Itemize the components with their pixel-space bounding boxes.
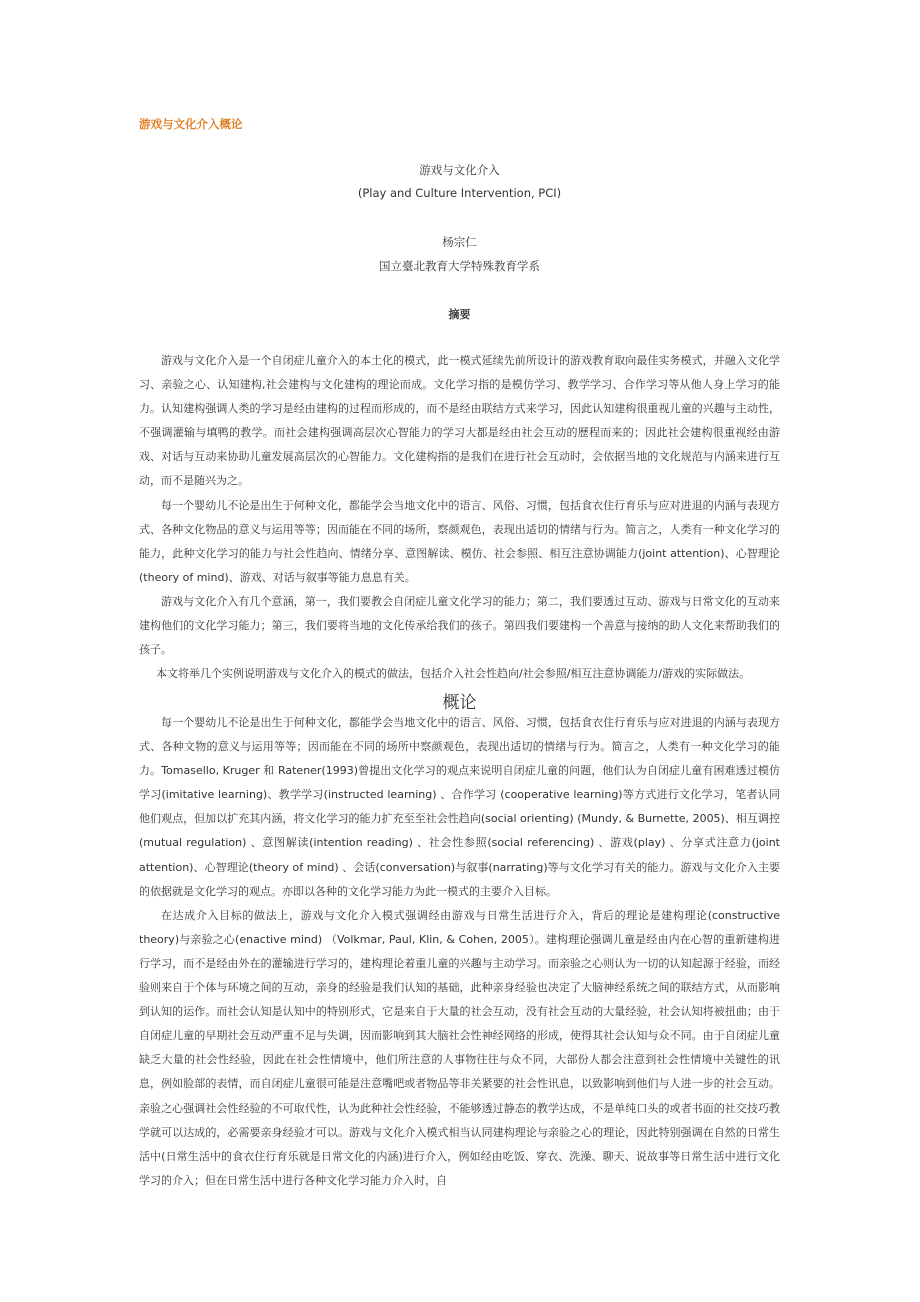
- title-english: (Play and Culture Intervention, PCI): [357, 186, 562, 200]
- abstract-paragraph-2: 每一个婴幼儿不论是出生于何种文化，都能学会当地文化中的语言、风俗、习惯，包括食衣住行育乐与应对进退的内涵与表现方式、各种文化物品的意义与运用等等；因而能在不同的场所，察颜观色，表现出适切的情绪与行为。简言之，人类有一种文化学习的能力，此种文化学习的能力与社会性趋向、情绪分享、意图解读、模仿、社会参照、相互注意协调能力(joint attention)、心智理论(theory of mind)、游戏、对话与叙事等能力息息有关。: [139, 498, 780, 584]
- section-body: [139, 711, 780, 1193]
- section-paragraph-1: 每一个婴幼儿不论是出生于何种文化，都能学会当地文化中的语言、风俗、习惯，包括食衣住行育乐与应对进退的内涵与表现方式、各种文物的意义与运用等等；因而能在不同的场所中察颜观色，表现出适切的情绪与行为。简言之，人类有一种文化学习的能力。Tomasello, Kruger 和 Ratener(1993)曾提出文化学习的观点来说明自闭症儿童的问题，他们认为自闭症儿童有困难透过模仿学习(imitative learning)、教学学习(instructed learning) 、合作学习 (cooperative learning)等方式进行文化学习，笔者认同他们观点，但加以扩充其内涵，将文化学习的能力扩充至至社会性趋向(social orienting) (Mundy, & Burnette, 2005)、相互调控(mutual regulation) 、意图解读(intention reading) 、社会性参照(social referencing) 、游戏(play) 、分享式注意力(joint attention)、心智理论(theory of mind) 、会话(conversation)与叙事(narrating)等与文化学习有关的能力。游戏与文化介入主要的依据就是文化学习的观点。亦即以各种的文化学习能力为此一模式的主要介入目标。: [139, 716, 780, 898]
- section-paragraph-2: 在达成介入目标的做法上，游戏与文化介入模式强调经由游戏与日常生活进行介入，背后的理论是建构理论(constructive theory)与亲验之心(enactive mind) （Volkmar, Paul, Klin, & Cohen, 2005）。建构理论强调儿童是经由内在心智的重新建构进行学习，而不是经由外在的灌输进行学习的，建构理论着重儿童的兴趣与主动学习。而亲验之心则认为一切的认知起源于经验，而经验则来自于个体与环境之间的互动，亲身的经验是我们认知的基础，此种亲身经验也决定了大脑神经系统之间的联结方式，从而影响到认知的运作。而社会认知是认知中的特别形式，它是来自于大量的社会互动，没有社会互动的大量经验，社会认知将被扭曲；由于自闭症儿童的早期社会互动严重不足与失调，因而影响到其大脑社会性神经网络的形成，使得其社会认知与众不同。由于自闭症儿童缺乏大量的社会性经验，因此在社会性情境中，他们所注意的人事物往往与众不同，大部份人都会注意到社会性情境中关键性的讯息，例如脸部的表情，而自闭症儿童很可能是注意嘴吧或者物品等非关紧要的社会性讯息，以致影响到他们与人进一步的社会互动。亲验之心强调社会性经验的不可取代性，认为此种社会性经验，不能够透过静态的教学达成，不是单纯口头的或者书面的社交技巧教学就可以达成的，必需要亲身经验才可以。游戏与文化介入模式相当认同建构理论与亲验之心的理论，因此特别强调在自然的日常生活中(日常生活中的食衣住行育乐就是日常文化的内涵)进行介入，例如经由吃饭、穿衣、洗澡、聊天、说故事等日常生活中进行文化学习的介入；但在日常生活中进行各种文化学习能力介入时，自: [139, 908, 780, 1187]
- title-chinese: 游戏与文化介入: [419, 163, 500, 177]
- abstract-heading: 摘要: [448, 308, 471, 321]
- author-affiliation: 国立臺北教育大学特殊教育学系: [379, 259, 540, 273]
- abstract-paragraph-1: 游戏与文化介入是一个自闭症儿童介入的本土化的模式，此一模式延续先前所设计的游戏教育取向最佳实务模式，并融入文化学习、亲验之心、认知建构,社会建构与文化建构的理论而成。文化学习指的是模仿学习、教学学习、合作学习等从他人身上学习的能力。认知建构强调人类的学习是经由建构的过程而形成的，而不是经由联结方式来学习，因此认知建构很重视儿童的兴趣与主动性，不强调灌输与填鸭的教学。而社会建构强调高层次心智能力的学习大都是经由社会互动的歷程而来的；因此社会建构很重视经由游戏、对话与互动来协助儿童发展高层次的心智能力。文化建构指的是我们在进行社会互动时，会依据当地的文化规范与内涵来进行互动，而不是随兴为之。: [139, 354, 780, 488]
- page-title[interactable]: 游戏与文化介入概论: [139, 117, 243, 131]
- abstract-paragraph-3: 游戏与文化介入有几个意涵，第一，我们要教会自闭症儿童文化学习的能力；第二，我们要透过互动、游戏与日常文化的互动来建构他们的文化学习能力；第三，我们要将当地的文化传承给我们的孩子。第四我们要建构一个善意与接纳的助人文化来帮助我们的孩子。: [139, 594, 780, 657]
- author-name: 杨宗仁: [442, 235, 477, 249]
- abstract-body: [139, 349, 780, 686]
- section-heading: 概论: [442, 693, 477, 713]
- abstract-paragraph-4: 本文将举几个实例说明游戏与文化介入的模式的做法，包括介入社会性趋向/社会参照/相互注意协调能力/游戏的实际做法。: [156, 667, 751, 681]
